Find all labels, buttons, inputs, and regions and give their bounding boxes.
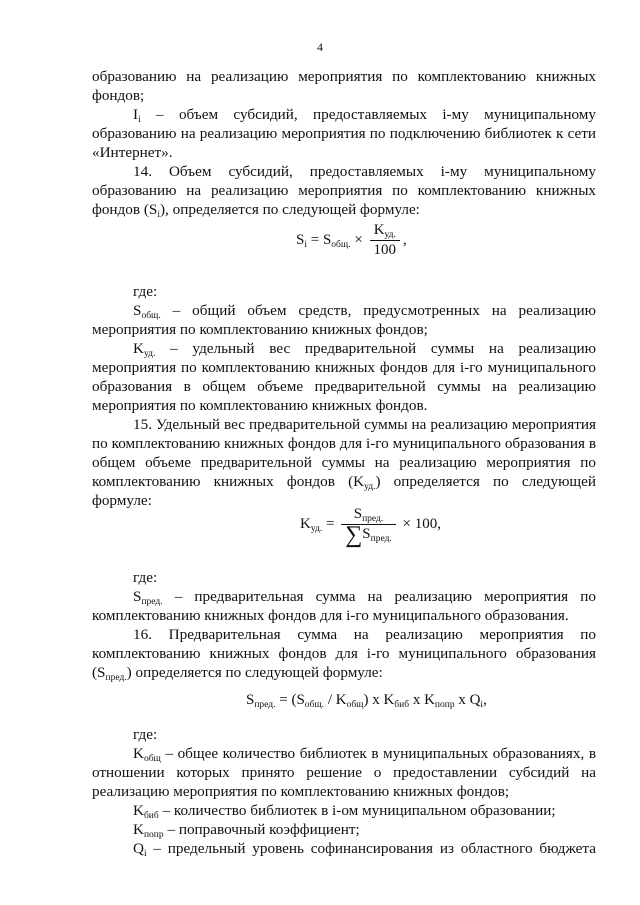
text-line: комплектованию книжных фондов для i-го муниципального образования. <box>92 607 569 624</box>
formula-subscript: уд. <box>310 523 323 534</box>
formula-subscript: i <box>304 239 307 250</box>
text-line: мероприятия по комплектованию книжных фондов для i-го муниципального <box>92 359 596 376</box>
formula-symbol: S <box>296 231 305 248</box>
fraction-numerator: $S_{пред.}$ <box>341 506 396 525</box>
text-line: мероприятия по комплектованию книжных фондов. <box>92 397 428 414</box>
text-line: 14. Объем субсидий, предоставляемых i-му муниципальному <box>133 163 596 180</box>
text-fragment: фондов (S <box>92 201 158 218</box>
text-line: общем объеме предварительной суммы на реализацию мероприятия по <box>92 454 596 471</box>
text-line: комплектованию книжных фондов для i-го муниципального образования <box>92 645 596 662</box>
text-line: образованию на реализацию мероприятия по комплектованию книжных <box>92 182 596 199</box>
definition-text: – количество библиотек в i-ом муниципальном образовании; <box>158 802 556 819</box>
symbol-subscript: пред. <box>141 597 163 607</box>
formula-fraction <box>341 506 396 548</box>
symbol: S <box>133 302 142 319</box>
text-line: фондов; <box>92 87 145 104</box>
symbol-subscript: пред. <box>105 673 127 683</box>
fraction-denominator: $\sum S_{пред.}$ <box>345 522 392 548</box>
definition-line <box>133 801 596 820</box>
formula-si <box>296 222 407 259</box>
definition-text: – предварительная сумма на реализацию мероприятия по <box>162 588 596 605</box>
text-fragment: комплектованию книжных фондов (K <box>92 473 365 490</box>
symbol: Q <box>133 840 144 857</box>
symbol: I <box>133 106 139 123</box>
formula-symbol: K <box>300 515 311 532</box>
formula-kud <box>300 506 441 548</box>
text-line: 15. Удельный вес предварительной суммы на реализацию мероприятия <box>133 416 596 433</box>
definition-line <box>133 744 596 763</box>
definition-line <box>133 339 596 358</box>
text-fragment: ) определяется по следующей <box>375 473 596 490</box>
formula-operator: = <box>322 515 339 532</box>
where-label: где: <box>133 569 158 586</box>
text-line: отношении которых принято решение о предоставлении субсидий на <box>92 764 596 781</box>
definition-text: – удельный вес предварительной суммы на реализацию <box>155 340 596 357</box>
definition-text: – поправочный коэффициент; <box>163 821 360 838</box>
symbol-subscript: уд. <box>364 482 376 492</box>
fraction-numerator: $K_{уд.}$ <box>370 222 401 241</box>
symbol: K <box>133 802 144 819</box>
symbol-subscript: уд. <box>143 349 156 359</box>
text-line: мероприятия по комплектованию книжных фондов; <box>92 321 428 338</box>
text-line: образованию на реализацию мероприятия по комплектованию книжных <box>92 68 596 85</box>
symbol-subscript: попр <box>143 830 164 840</box>
text-line: формуле: <box>92 492 152 509</box>
text-line: образованию на реализацию мероприятия по подключению библиотек к сети <box>92 125 596 142</box>
text-line: реализацию мероприятия по комплектованию книжных фондов; <box>92 783 510 800</box>
fraction-denominator: 100 <box>373 242 397 258</box>
text-line: 16. Предварительная сумма на реализацию мероприятия по <box>133 626 596 643</box>
symbol: K <box>133 340 144 357</box>
definition-line <box>133 839 596 858</box>
symbol-subscript: общ. <box>141 311 161 321</box>
symbol-subscript: i <box>157 210 160 220</box>
definition-line <box>133 301 596 320</box>
symbol: K <box>133 745 144 762</box>
definition-text: – общий объем средств, предусмотренных на реализацию <box>160 302 596 319</box>
definition-text: – объем субсидий, предоставляемых i-му муниципальному <box>140 106 596 123</box>
text-line: по комплектованию книжных фондов для i-го муниципального образования в <box>92 435 596 452</box>
formula-subscript: общ. <box>331 239 351 250</box>
formula-symbol: = S <box>306 231 332 248</box>
symbol: K <box>133 821 144 838</box>
definition-line <box>133 587 596 606</box>
where-label: где: <box>133 726 158 743</box>
formula-operator: × <box>350 231 367 248</box>
sum-symbol: ∑ <box>345 522 363 548</box>
definition-line <box>133 820 596 839</box>
symbol-subscript: i <box>143 849 147 859</box>
text-fragment: (S <box>92 664 106 681</box>
formula-operator: , <box>403 231 407 248</box>
symbol-subscript: общ <box>143 754 161 764</box>
text-line: «Интернет». <box>92 144 173 161</box>
definition-line <box>133 105 596 124</box>
where-label: где: <box>133 283 158 300</box>
text-line <box>92 663 596 682</box>
text-line <box>92 472 596 491</box>
text-line <box>92 200 596 219</box>
definition-text: – предельный уровень софинансирования из областного бюджета <box>146 840 596 857</box>
page-number: 4 <box>317 40 323 54</box>
text-fragment: ), определяется по следующей формуле: <box>160 201 420 218</box>
formula-fraction <box>370 222 401 259</box>
formula-operator: × 100, <box>398 515 441 532</box>
formula-spred: $S_{пред.} = (S_{общ.} / K_{общ})$ x $K_{биб}$ x $K_{попр}$ x $Q_i$, <box>246 692 487 710</box>
symbol-subscript: биб <box>143 811 159 821</box>
symbol: S <box>133 588 142 605</box>
text-line: образования в общем объеме предварительной суммы на реализацию <box>92 378 596 395</box>
text-fragment: ) определяется по следующей формуле: <box>126 664 383 681</box>
symbol-subscript: i <box>138 115 141 125</box>
definition-text: – общее количество библиотек в муниципальных образованиях, в <box>160 745 596 762</box>
